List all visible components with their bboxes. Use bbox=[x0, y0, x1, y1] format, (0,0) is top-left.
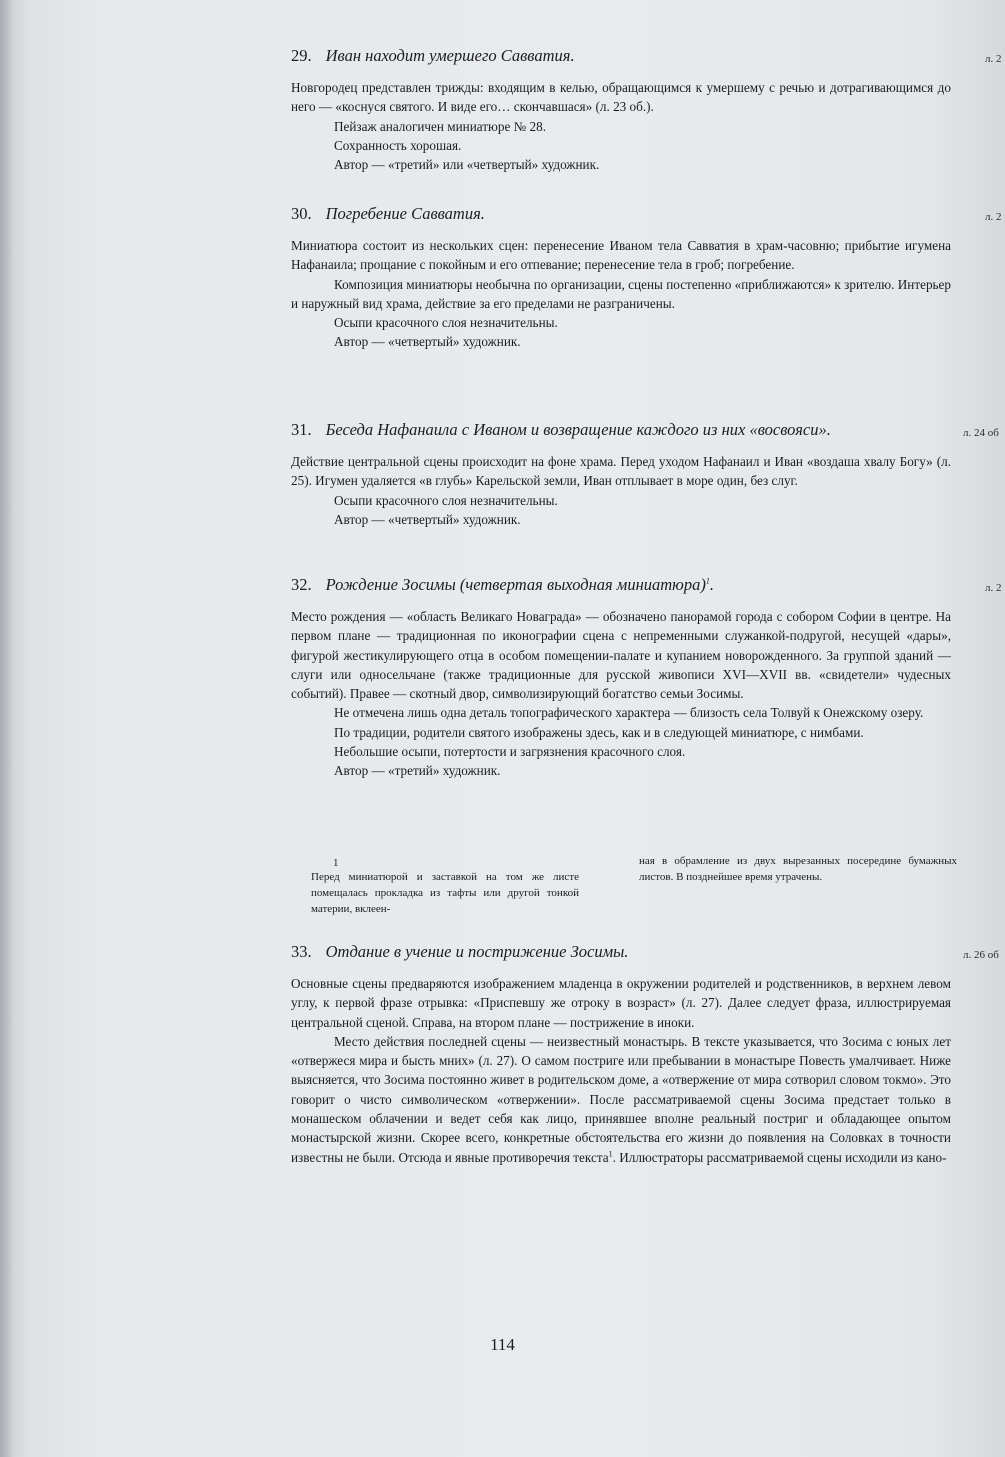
section-title: Беседа Нафанаила с Иваном и возвращение каждого из них «восвояси». bbox=[325, 420, 831, 439]
paragraph-text: Место действия последней сцены — неизвестный монастырь. В тексте указывается, что Зосима с юных лет «отвержеся мира и бысть мних» (л. 27). О самом постриге или пребывании в монастыре Повесть умалчивает. Ниже выясняется, что Зосима постоянно живет в родительском доме, а «отвержение от мира сотворил словом токмо». Это говорит о чисто символическом «отвержении». После рассматриваемой сцены Зосима предстает только в монашеском облачении и ведет себя как лицо, принявшее вполне реальный постриг и обладающее опытом монастырской жизни. Скорее всего, конкретные обстоятельства его жизни до появления на Соловках в точности известны не были. Отсюда и явные противоречия текста bbox=[291, 1033, 951, 1165]
folio-reference: л. 2 bbox=[985, 53, 1002, 65]
folio-reference: л. 2 bbox=[985, 582, 1002, 594]
footnote-ref: 1 bbox=[608, 1149, 613, 1159]
section-title: Иван находит умершего Савватия. bbox=[325, 46, 575, 65]
section-heading bbox=[291, 46, 1002, 66]
section-heading bbox=[291, 942, 999, 962]
section-heading bbox=[291, 204, 1002, 224]
section-title: Погребение Савватия. bbox=[325, 204, 485, 223]
paragraph: Автор — «четвертый» художник. bbox=[334, 511, 521, 527]
paragraph: Не отмечена лишь одна деталь топографического характера — близость села Толвуй к Онежскому озеру. bbox=[334, 705, 924, 721]
section-title-text: Рождение Зосимы (четвертая выходная миниатюра) bbox=[325, 575, 706, 594]
section-title bbox=[326, 575, 714, 594]
section-32 bbox=[291, 575, 1002, 781]
paragraph: Место рождения — «область Великаго Новаграда» — обозначено панорамой города с собором Софии в центре. На первом плане — традиционная по иконографии сцена с непременными служанкой-подругой, несущей «дары», фигурой жестикулирующего отца в особом помещении-палате и купанием новорожденного. За группой зданий — слуги или односельчане (также традиционные для русской живописи XVI—XVII вв. «свидетели» чудесных событий). Правее — скотный двор, символизирующий богатство семьи Зосимы. bbox=[291, 609, 951, 702]
footnote-text-right: ная в обрамление из двух вырезанных посередине бумажных листов. В позднейшее время утрачены. bbox=[639, 855, 957, 883]
paragraph: Новгородец представлен трижды: входящим в келью, обращающимся к умершему с речью и дотрагивающимся до него — «коснуся святого. И виде его… скончавшася» (л. 23 об.). bbox=[291, 80, 951, 115]
paragraph: Автор — «третий» художник. bbox=[334, 763, 501, 779]
section-31 bbox=[291, 420, 999, 529]
folio-reference: л. 2 bbox=[985, 211, 1002, 223]
section-number: 32. bbox=[291, 575, 312, 594]
section-title-end: . bbox=[709, 575, 714, 594]
section-number: 31. bbox=[291, 420, 312, 439]
folio-reference: л. 26 об bbox=[963, 949, 999, 961]
paragraph: Действие центральной сцены происходит на фоне храма. Перед уходом Нафанаил и Иван «воздаша хвалу Богу» (л. 25). Игумен удаляется «в глубь» Карельской земли, Иван отплывает в море один, без слуг. bbox=[291, 454, 951, 489]
paragraph: Миниатюра состоит из нескольких сцен: перенесение Иваном тела Савватия в храм-часовню; прибытие игумена Нафанаила; прощание с покойным и его отпевание; перенесение тела в гроб; погребение. bbox=[291, 238, 951, 273]
paragraph: Пейзаж аналогичен миниатюре № 28. bbox=[334, 118, 547, 134]
section-29 bbox=[291, 46, 1002, 174]
section-heading bbox=[291, 420, 999, 440]
footnote-number: 1 bbox=[333, 857, 339, 869]
section-30 bbox=[291, 204, 1002, 352]
page-edge-shadow bbox=[0, 0, 14, 1457]
footnote-ref: 1 bbox=[705, 576, 710, 586]
paragraph: Небольшие осыпи, потертости и загрязнения красочного слоя. bbox=[334, 744, 686, 760]
paragraph: Композиция миниатюры необычна по организации, сцены постепенно «приближаются» к зрителю. Интерьер и наружный вид храма, действие за его пределами не разграничены. bbox=[291, 276, 951, 311]
paragraph: Автор — «четвертый» художник. bbox=[334, 334, 521, 350]
section-title: Отдание в учение и пострижение Зосимы. bbox=[325, 942, 629, 961]
section-number: 33. bbox=[291, 942, 312, 961]
section-heading bbox=[291, 575, 1002, 595]
footnote-text-left: Перед миниатюрой и заставкой на том же листе помещалась прокладка из тафты или другой тонкой материи, вклеен- bbox=[311, 871, 579, 915]
paragraph: Осыпи красочного слоя незначительны. bbox=[334, 315, 558, 331]
paragraph: Автор — «третий» или «четвертый» художник. bbox=[334, 157, 600, 173]
page-number: 114 bbox=[490, 1335, 515, 1354]
paragraph-text: Иллюстраторы рассматриваемой сцены исходили из кано- bbox=[619, 1149, 947, 1165]
paragraph: Сохранность хорошая. bbox=[334, 137, 462, 153]
folio-reference: л. 24 об bbox=[963, 427, 999, 439]
section-number: 30. bbox=[291, 204, 312, 223]
section-number: 29. bbox=[291, 46, 312, 65]
paragraph: Осыпи красочного слоя незначительны. bbox=[334, 492, 558, 508]
paragraph: По традиции, родители святого изображены здесь, как и в следующей миниатюре, с нимбами. bbox=[334, 724, 864, 740]
paragraph: Основные сцены предваряются изображением младенца в окружении родителей и родственников, в верхнем левом углу, к первой фразе отрывка: «Приспевшу же отроку в возраст» (л. 27). Далее следует фраза, иллюстрируемая центральной сценой. Справа, на втором плане — пострижение в иноки. bbox=[291, 976, 951, 1030]
paragraph: Место действия последней сцены — неизвестный монастырь. В тексте указывается, что Зосима с юных лет «отвержеся мира и бысть мних» (л. 27). О самом постриге или пребывании в монастыре Повесть умалчивает. Ниже выясняется, что Зосима постоянно живет в родительском доме, а «отвержение от мира сотворил словом токмо». Это говорит о чисто символическом «отвержении». После рассматриваемой сцены Зосима предстает только в монашеском облачении и ведет себя как лицо, принявшее вполне реальный постриг и обладающее опытом монастырской жизни. Скорее всего, конкретные обстоятельства его жизни до появления на Соловках в точности известны не были. Отсюда и явные противоречия текста$^1$. Иллюстраторы рассматриваемой сцены исходили из кано- bbox=[291, 1033, 951, 1165]
section-33 bbox=[291, 942, 999, 1167]
